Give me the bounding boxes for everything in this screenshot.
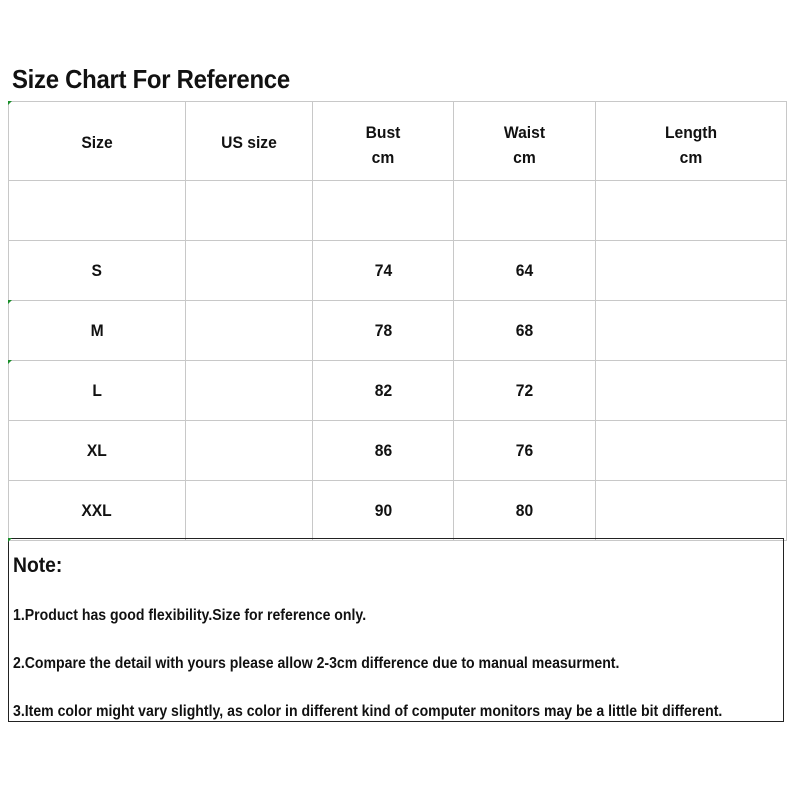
cell-length (596, 181, 787, 241)
cell-size: M (9, 301, 186, 361)
cell-us-size (186, 361, 313, 421)
table-row (9, 421, 787, 481)
cell-waist: 72 (454, 361, 596, 421)
header-size: Size (9, 102, 186, 181)
note-box (8, 538, 784, 722)
table-row (9, 361, 787, 421)
note-line-2: 2.Compare the detail with yours please allow 2-3cm difference due to manual measurment. (13, 655, 620, 672)
table-row (9, 301, 787, 361)
cell-bust: 86 (313, 421, 454, 481)
cell-length (596, 481, 787, 541)
corner-mark (8, 538, 12, 542)
cell-waist: 64 (454, 241, 596, 301)
corner-mark (8, 300, 12, 304)
cell-length (596, 241, 787, 301)
cell-bust: 74 (313, 241, 454, 301)
cell-size: L (9, 361, 186, 421)
cell-us-size (186, 241, 313, 301)
cell-bust: 78 (313, 301, 454, 361)
cell-us-size (186, 181, 313, 241)
cell-waist: 68 (454, 301, 596, 361)
cell-size: XL (9, 421, 186, 481)
note-line-1: 1.Product has good flexibility.Size for reference only. (13, 607, 367, 624)
size-chart-table (8, 101, 787, 541)
cell-bust: 90 (313, 481, 454, 541)
cell-bust (313, 181, 454, 241)
cell-us-size (186, 421, 313, 481)
table-row (9, 481, 787, 541)
header-waist: Waist cm (454, 102, 596, 181)
cell-waist: 80 (454, 481, 596, 541)
header-length: Length cm (596, 102, 787, 181)
cell-waist (454, 181, 596, 241)
corner-mark (8, 360, 12, 364)
cell-us-size (186, 481, 313, 541)
table-row (9, 181, 787, 241)
cell-length (596, 421, 787, 481)
table-row (9, 241, 787, 301)
note-title: Note: (13, 554, 63, 577)
page-title: Size Chart For Reference (12, 64, 290, 94)
cell-size: S (9, 241, 186, 301)
cell-size: XXL (9, 481, 186, 541)
cell-length (596, 361, 787, 421)
note-line-3: 3.Item color might vary slightly, as color in different kind of computer monitors may be a little bit different. (13, 703, 723, 720)
cell-us-size (186, 301, 313, 361)
header-us-size: US size (186, 102, 313, 181)
cell-bust: 82 (313, 361, 454, 421)
header-bust: Bust cm (313, 102, 454, 181)
cell-size (9, 181, 186, 241)
corner-mark (8, 101, 12, 105)
cell-length (596, 301, 787, 361)
cell-waist: 76 (454, 421, 596, 481)
table-header-row (9, 102, 787, 181)
